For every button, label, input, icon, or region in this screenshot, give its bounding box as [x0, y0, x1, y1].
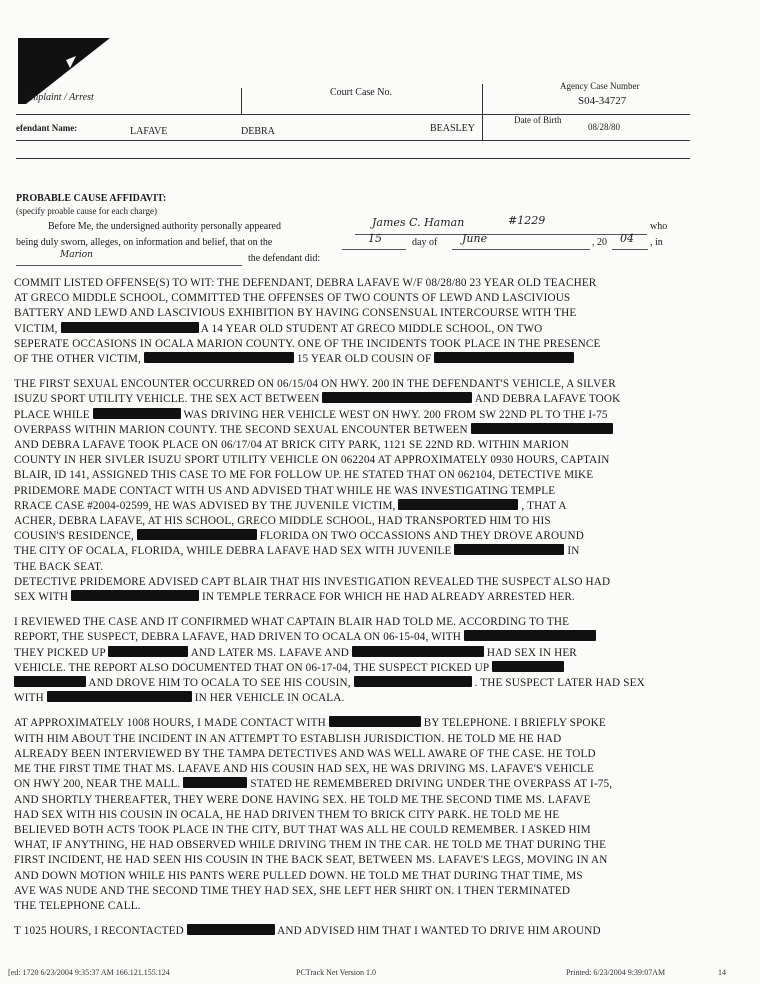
narrative-text: ON HWY 200, NEAR THE MALL.	[14, 778, 181, 791]
narrative-text: T 1025 HOURS, I RECONTACTED	[14, 925, 184, 938]
narrative-text: AND SHORTLY THEREAFTER, THEY WERE DONE HAVING SEX. HE TOLD ME THE SECOND TIME MS. LAFAVE	[14, 793, 591, 806]
defendant-name-label: efendant Name:	[16, 123, 78, 133]
narrative-text: 15 YEAR OLD COUSIN OF	[296, 353, 432, 366]
affidavit-title: PROBABLE CAUSE AFFIDAVIT:	[16, 193, 167, 204]
redaction-bar	[47, 691, 192, 702]
narrative-paragraph-2	[14, 377, 686, 605]
officer-id: #1229	[508, 214, 546, 227]
narrative-text: RRACE CASE #2004-02599, HE WAS ADVISED BY THE JUVENILE VICTIM,	[14, 499, 396, 512]
officer-signature: James C. Haman	[372, 216, 465, 229]
narrative-text: A 14 YEAR OLD STUDENT AT GRECO MIDDLE SCHOOL, ON TWO	[200, 322, 543, 335]
narrative-text: FLORIDA ON TWO OCCASSIONS AND THEY DROVE AROUND	[259, 530, 584, 543]
narrative-text: AT APPROXIMATELY 1008 HOURS, I MADE CONTACT WITH	[14, 717, 326, 730]
agency-case-number: S04-34727	[578, 95, 627, 107]
footer-record-info: [ed: 1720 6/23/2004 9:35:37 AM 166.121.155.124	[8, 968, 170, 977]
footer-page-mark: 14	[718, 968, 726, 977]
narrative-text: BLAIR, ID 141, ASSIGNED THIS CASE TO ME FOR FOLLOW UP. HE STATED THAT ON 062104, DETECTIVE MIKE	[14, 469, 594, 482]
narrative-text: COUNTY IN HER SIVLER ISUZU SPORT UTILITY VEHICLE ON 062204 AT APPROXIMATELY 0930 HOURS, CAPTAIN	[14, 454, 610, 467]
footer-version: PCTrack Net Version 1.0	[296, 968, 377, 977]
agency-case-label: Agency Case Number	[560, 81, 640, 91]
narrative-text: AND DEBRA LAFAVE TOOK PLACE ON 06/17/04 AT BRICK CITY PARK, 1121 SE 22ND RD. WITHIN MARION	[14, 439, 569, 452]
redaction-bar	[354, 676, 472, 687]
narrative-text: AVE WAS NUDE AND THE SECOND TIME THEY HAD SEX, SHE LEFT HER SHIRT ON. I THEN TERMINATED	[14, 884, 571, 897]
redaction-bar	[137, 529, 257, 540]
narrative-text: AND DOWN MOTION WHILE HIS PANTS WERE PULLED DOWN. HE TOLD ME THAT DURING THAT TIME, MS	[14, 869, 583, 882]
narrative-text: COMMIT LISTED OFFENSE(S) TO WIT: THE DEFENDANT, DEBRA LAFAVE W/F 08/28/80 23 YEAR OLD TEACHER	[14, 277, 597, 289]
narrative-text: THEY PICKED UP	[14, 646, 106, 659]
affidavit-month: June	[462, 232, 488, 245]
narrative-text: WITH	[14, 692, 44, 705]
narrative-text: SEPERATE OCCASIONS IN OCALA MARION COUNTY. ONE OF THE INCIDENTS TOOK PLACE IN THE PRESENCE	[14, 337, 601, 350]
narrative-paragraph-3	[14, 615, 686, 706]
narrative-text: STATED HE REMEMBERED DRIVING UNDER THE OVERPASS AT I-75,	[250, 778, 613, 791]
affidavit-who: who	[650, 221, 668, 232]
narrative-text: THE CITY OF OCALA, FLORIDA, WHILE DEBRA LAFAVE HAD SEX WITH JUVENILE	[14, 545, 452, 558]
narrative-text: IN	[567, 545, 580, 558]
narrative-text: FIRST INCIDENT, HE HAD SEEN HIS COUSIN IN THE BACK SEAT, BETWEEN MS. LAFAVE'S LEGS, MOVING IN AN	[14, 854, 608, 867]
redaction-bar	[464, 630, 596, 641]
narrative-text: ACHER, DEBRA LAFAVE, AT HIS SCHOOL, GRECO MIDDLE SCHOOL, HAD TRANSPORTED HIM TO HIS	[14, 515, 551, 528]
defendant-last-name: LAFAVE	[130, 126, 168, 137]
affidavit-in: , in	[650, 237, 663, 248]
redaction-bar	[183, 777, 247, 788]
redaction-bar	[398, 499, 518, 510]
complaint-arrest-label: omplaint / Arrest	[26, 92, 94, 103]
narrative-text: AND ADVISED HIM THAT I WANTED TO DRIVE HIM AROUND	[277, 925, 601, 938]
narrative-text: THE TELEPHONE CALL.	[14, 899, 141, 912]
narrative-text: THE BACK SEAT.	[14, 560, 104, 573]
narrative-paragraph-1	[14, 276, 686, 367]
narrative-text: WAS DRIVING HER VEHICLE WEST ON HWY. 200 FROM SW 22ND PL TO THE I-75	[183, 408, 608, 421]
narrative-text: HAD SEX IN HER	[486, 646, 577, 659]
narrative-text: OF THE OTHER VICTIM,	[14, 353, 141, 366]
narrative-paragraph-4	[14, 716, 686, 914]
redaction-bar	[108, 646, 188, 657]
narrative-text: REPORT, THE SUSPECT, DEBRA LAFAVE, HAD DRIVEN TO OCALA ON 06-15-04, WITH	[14, 631, 461, 644]
narrative-text: SEX WITH	[14, 591, 69, 604]
affidavit-year: 04	[620, 232, 634, 245]
redaction-bar	[14, 676, 86, 687]
narrative-text: VICTIM,	[14, 322, 58, 335]
redaction-bar	[454, 544, 564, 555]
narrative-text: PLACE WHILE	[14, 408, 90, 421]
affidavit-county: Marion	[60, 250, 93, 260]
defendant-other-name: BEASLEY	[430, 123, 475, 134]
narrative-paragraph-5	[14, 924, 686, 939]
narrative-text: COUSIN'S RESIDENCE,	[14, 530, 134, 543]
narrative-text: BY TELEPHONE. I BRIEFLY SPOKE	[423, 717, 606, 730]
narrative-text: I REVIEWED THE CASE AND IT CONFIRMED WHAT CAPTAIN BLAIR HAD TOLD ME. ACCORDING TO THE	[14, 616, 570, 629]
dob-label: Date of Birth	[514, 115, 562, 125]
narrative-text: PRIDEMORE MADE CONTACT WITH US AND ADVISED THAT WHILE HE WAS INVESTIGATING TEMPLE	[14, 484, 556, 497]
redaction-bar	[93, 408, 181, 419]
narrative-text: BELIEVED BOTH ACTS TOOK PLACE IN THE CITY, BUT THAT WAS ALL HE COULD REMEMBER. I ASKED HIM	[14, 823, 591, 836]
redaction-bar	[329, 716, 421, 727]
redaction-bar	[471, 423, 613, 434]
affidavit-day: 15	[368, 232, 382, 245]
narrative-text: AND DROVE HIM TO OCALA TO SEE HIS COUSIN,	[88, 677, 351, 690]
narrative-text: OVERPASS WITHIN MARION COUNTY. THE SECOND SEXUAL ENCOUNTER BETWEEN	[14, 423, 468, 436]
redaction-bar	[71, 590, 199, 601]
narrative-text: AND DEBRA LAFAVE TOOK	[474, 393, 621, 406]
redaction-bar	[322, 392, 472, 403]
affidavit-sworn-text: being duly sworn, alleges, on information and belief, that on the	[16, 237, 273, 248]
narrative-text: DETECTIVE PRIDEMORE ADVISED CAPT BLAIR THAT HIS INVESTIGATION REVEALED THE SUSPECT ALSO HAD	[14, 575, 611, 588]
narrative-text: AT GRECO MIDDLE SCHOOL, COMMITTED THE OFFENSES OF TWO COUNTS OF LEWD AND LASCIVIOUS	[14, 292, 571, 305]
narrative-text: VEHICLE. THE REPORT ALSO DOCUMENTED THAT ON 06-17-04, THE SUSPECT PICKED UP	[14, 661, 489, 674]
affidavit-defendant-did: the defendant did:	[248, 253, 321, 264]
footer-printed: Printed: 6/23/2004 9:39:07AM	[566, 968, 666, 977]
affidavit-year-prefix: , 20	[592, 237, 607, 248]
affidavit-appeared-text: Before Me, the undersigned authority personally appeared	[48, 221, 281, 232]
narrative-text: IN HER VEHICLE IN OCALA.	[194, 692, 345, 705]
narrative-text: ISUZU SPORT UTILITY VEHICLE. THE SEX ACT BETWEEN	[14, 393, 320, 406]
narrative-text: ME THE FIRST TIME THAT MS. LAFAVE AND HIS COUSIN HAD SEX, HE WAS DRIVING MS. LAFAVE'S VEHICLE	[14, 763, 594, 776]
redaction-bar	[434, 352, 574, 363]
redaction-bar	[352, 646, 484, 657]
redaction-bar	[187, 924, 275, 935]
dob-value: 08/28/80	[588, 122, 621, 132]
redaction-bar	[61, 322, 199, 333]
narrative-text: . THE SUSPECT LATER HAD SEX	[474, 677, 645, 690]
affidavit-day-of: day of	[412, 237, 438, 248]
narrative-text: THE FIRST SEXUAL ENCOUNTER OCCURRED ON 06/15/04 ON HWY. 200 IN THE DEFENDANT'S VEHICLE, A SILVER	[14, 378, 616, 391]
narrative-text: HAD SEX WITH HIS COUSIN IN OCALA, HE HAD DRIVEN THEM TO BRICK CITY PARK. HE TOLD ME HE	[14, 808, 560, 821]
narrative-body	[14, 276, 686, 949]
defendant-first-name: DEBRA	[241, 126, 275, 137]
narrative-text: WHAT, IF ANYTHING, HE HAD OBSERVED WHILE DRIVING THEM IN THE CAR. HE TOLD ME THAT DURING THE	[14, 839, 607, 852]
redaction-bar	[492, 661, 564, 672]
affidavit-subtitle: (specify proable cause for each charge)	[16, 206, 158, 216]
narrative-text: AND LATER MS. LAFAVE AND	[190, 646, 349, 659]
narrative-text: ALREADY BEEN INTERVIEWED BY THE TAMPA DETECTIVES AND WAS WELL AWARE OF THE CASE. HE TOLD	[14, 747, 596, 760]
narrative-text: WITH HIM ABOUT THE INCIDENT IN AN ATTEMPT TO ESTABLISH JURISDICTION. HE TOLD ME HE HAD	[14, 732, 562, 745]
redaction-bar	[144, 352, 294, 363]
narrative-text: BATTERY AND LEWD AND LASCIVIOUS EXHIBITION BY HAVING CONSENSUAL INTERCOURSE WITH THE	[14, 307, 577, 320]
court-case-label: Court Case No.	[330, 87, 392, 98]
narrative-text: IN TEMPLE TERRACE FOR WHICH HE HAD ALREADY ARRESTED HER.	[202, 591, 575, 604]
narrative-text: , THAT A	[521, 499, 567, 512]
